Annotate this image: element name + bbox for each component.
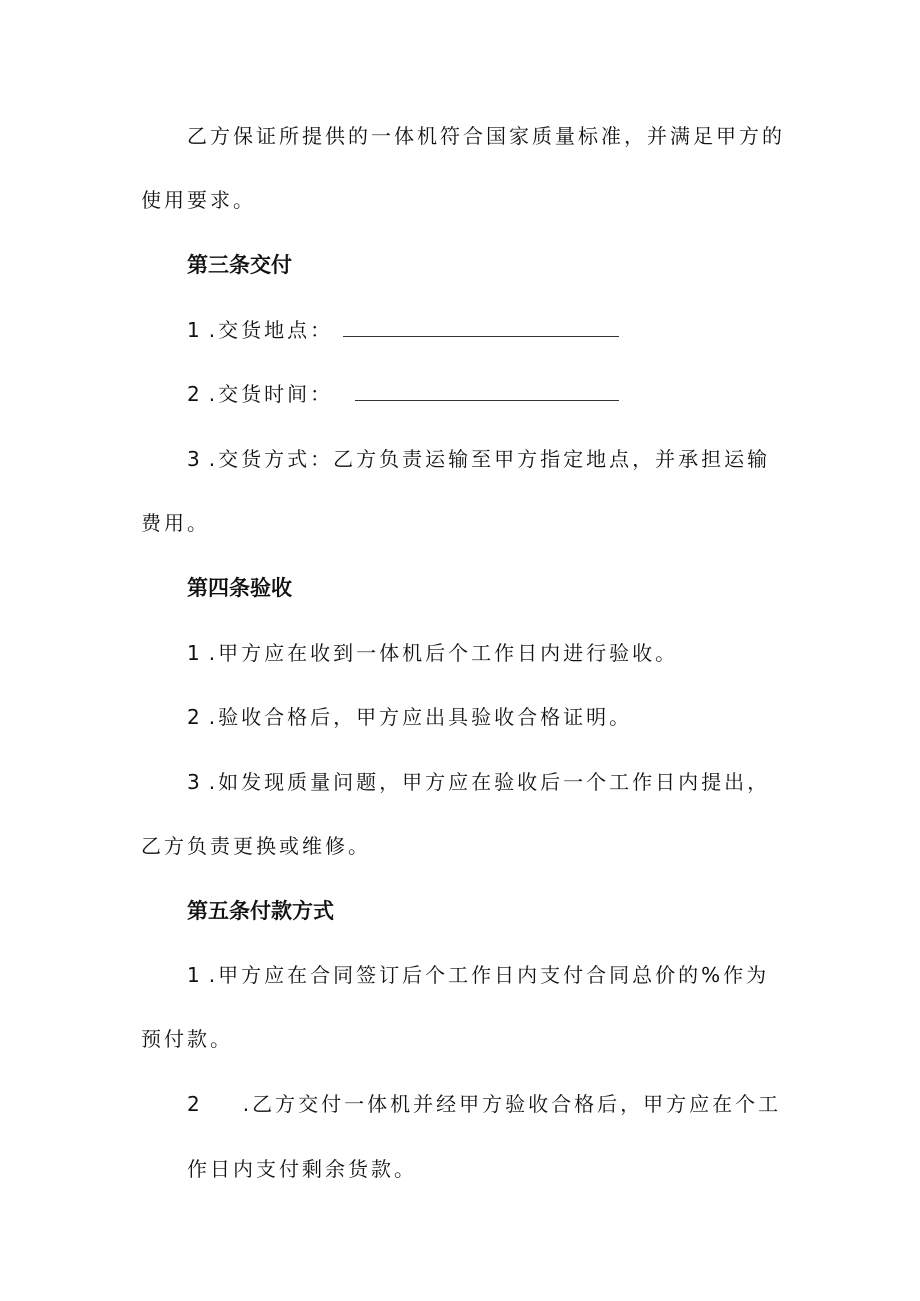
item-label: .交货时间： bbox=[208, 382, 334, 406]
paragraph-quality-line1: 乙方保证所提供的一体机符合国家质量标准，并满足甲方的 bbox=[187, 124, 785, 148]
section-heading-delivery: 第三条交付 bbox=[187, 253, 292, 277]
item-number: 1 bbox=[187, 318, 203, 342]
item-label: .交货地点： bbox=[208, 318, 334, 342]
item-text: .如发现质量问题，甲方应在验收后一个工作日内提出， bbox=[208, 770, 771, 794]
item-text: .乙方交付一体机并经甲方验收合格后，甲方应在个工 bbox=[242, 1092, 782, 1116]
item-delivery-place bbox=[187, 316, 619, 344]
item-number: 2 bbox=[187, 1092, 203, 1116]
item-payment-1-line2: 预付款。 bbox=[141, 1027, 233, 1051]
item-acceptance-3-line1 bbox=[187, 768, 770, 796]
item-number: 3 bbox=[187, 770, 203, 794]
fill-in-blank[interactable] bbox=[355, 380, 619, 401]
item-text: .甲方应在收到一体机后个工作日内进行验收。 bbox=[208, 641, 679, 665]
item-text: .交货方式：乙方负责运输至甲方指定地点，并承担运输 bbox=[208, 447, 771, 471]
item-number: 1 bbox=[187, 641, 203, 665]
section-heading-payment: 第五条付款方式 bbox=[187, 899, 334, 923]
item-payment-1-line1 bbox=[187, 961, 769, 989]
item-number: 2 bbox=[187, 382, 203, 406]
item-number: 3 bbox=[187, 447, 203, 471]
item-number: 1 bbox=[187, 963, 203, 987]
item-acceptance-1 bbox=[187, 639, 678, 667]
item-delivery-time bbox=[187, 380, 619, 408]
paragraph-quality-line2: 使用要求。 bbox=[141, 188, 256, 212]
item-acceptance-2 bbox=[187, 703, 632, 731]
item-payment-2-line1 bbox=[187, 1090, 781, 1118]
item-text: .甲方应在合同签订后个工作日内支付合同总价的%作为 bbox=[208, 963, 770, 987]
fill-in-blank[interactable] bbox=[343, 316, 619, 337]
section-heading-acceptance: 第四条验收 bbox=[187, 576, 292, 600]
item-delivery-method-line1 bbox=[187, 445, 770, 473]
item-acceptance-3-line2: 乙方负责更换或维修。 bbox=[141, 834, 371, 858]
item-number: 2 bbox=[187, 705, 203, 729]
item-delivery-method-line2: 费用。 bbox=[141, 511, 210, 535]
item-text: .验收合格后，甲方应出具验收合格证明。 bbox=[208, 705, 633, 729]
item-payment-2-line2: 作日内支付剩余货款。 bbox=[187, 1157, 417, 1181]
